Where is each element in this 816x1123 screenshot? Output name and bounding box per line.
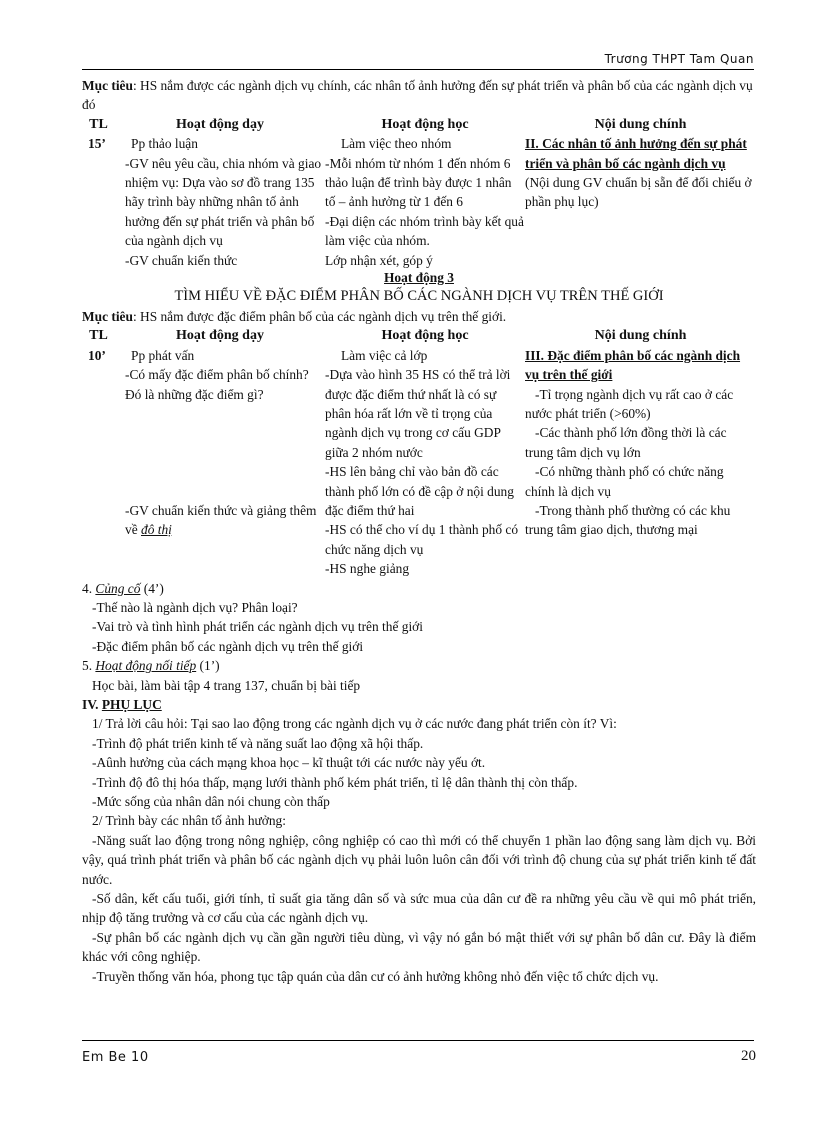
appendix-title: PHỤ LỤC xyxy=(101,697,162,712)
table-header-row xyxy=(82,326,756,345)
list-item: -Trình độ phát triển kinh tế và năng suất lao động xã hội thấp. xyxy=(92,735,424,751)
content-line: -Trong thành phố thường có các khu trung tâm giao dịch, thương mại xyxy=(525,502,731,538)
student-line: Lớp nhận xét, góp ý xyxy=(325,252,433,268)
section-time: (4’) xyxy=(140,580,164,596)
question-2: 2/ Trình bày các nhân tố ảnh hưởng: xyxy=(92,813,286,829)
appendix-heading xyxy=(82,695,756,714)
section-5-heading xyxy=(82,656,756,675)
col-content: Nội dung chính xyxy=(594,116,687,132)
activity-table-1 xyxy=(82,115,756,270)
section-title: Hoạt động nối tiếp xyxy=(95,658,197,674)
list-item: -Đặc điểm phân bố các ngành dịch vụ trên thế giới xyxy=(92,638,364,654)
teacher-text: -GV chuẩn kiến thức và giảng thêm về xyxy=(125,502,317,538)
table-row xyxy=(82,134,756,270)
section-4-heading xyxy=(82,579,756,598)
col-teacher: Hoạt động dạy xyxy=(176,116,264,132)
student-line: -Đại diện các nhóm trình bày kết quả làm việc của nhóm. xyxy=(325,213,524,249)
page-number: 20 xyxy=(741,1048,756,1064)
teacher-line: -GV nêu yêu cầu, chia nhóm và giao nhiệm vụ: Dựa vào sơ đồ trang 135 hãy trình bày những nhân tố ảnh hưởng đến sự phát triển và phân bố của ngành dịch vụ xyxy=(125,155,322,249)
student-line: -HS nghe giảng xyxy=(325,561,410,577)
section-number: IV. xyxy=(82,697,102,712)
student-line: -Mỗi nhóm từ nhóm 1 đến nhóm 6 thảo luận để trình bày được 1 nhân tố – ảnh hưởng từ 1 đến 6 xyxy=(325,155,512,210)
header-divider xyxy=(82,69,754,70)
teacher-line: -GV chuẩn kiến thức xyxy=(125,252,238,268)
list-item: -Năng suất lao động trong nông nghiệp, công nghiệp có cao thì mới có thể chuyển 1 phần lao động sang làm dịch vụ. Bởi vậy, quá trình phát triển và phân bố các ngành dịch vụ phải luôn luôn cân đối với trình độ chung của sự phát triển kinh tế đất nước. xyxy=(82,832,756,887)
teacher-line: Pp thảo luận xyxy=(131,136,198,152)
appendix xyxy=(82,695,756,986)
activity-3-title: Hoạt động 3 xyxy=(384,270,454,286)
activity-3-subtitle: TÌM HIỂU VỀ ĐẶC ĐIỂM PHÂN BỐ CÁC NGÀNH DỊCH VỤ TRÊN THẾ GIỚI xyxy=(174,288,664,305)
list-item: -Aûnh hưởng của cách mạng khoa học – kĩ thuật tới các nước này yếu ớt. xyxy=(92,755,486,771)
student-line: -HS lên bảng chỉ vào bản đồ các thành phố lớn có đề cập ở nội dung đặc điểm thứ hai xyxy=(325,464,514,518)
cell-teacher xyxy=(115,134,325,270)
section-number: 4. xyxy=(82,580,96,596)
teacher-line xyxy=(115,501,325,540)
list-item: -Truyền thống văn hóa, phong tục tập quán của dân cư có ảnh hưởng không nhỏ đến việc tổ chức dịch vụ. xyxy=(92,968,659,984)
cell-content xyxy=(525,346,756,579)
objective-2 xyxy=(82,307,756,326)
student-line: -Dựa vào hình 35 HS có thể trả lời được đặc điểm thứ nhất là có sự phân hóa rất lớn về tỉ trọng của ngành dịch vụ trong cơ cấu GDP giữa 2 nhóm nước xyxy=(325,367,511,460)
student-line: Làm việc cả lớp xyxy=(341,347,428,363)
student-line: -HS có thể cho ví dụ 1 thành phố có chức năng dịch vụ xyxy=(325,522,519,557)
col-student: Hoạt động học xyxy=(381,116,469,132)
col-content: Nội dung chính xyxy=(594,328,687,344)
table-header-row xyxy=(82,115,756,134)
content-line: -Các thành phố lớn đồng thời là các trung tâm dịch vụ lớn xyxy=(525,425,727,460)
cell-teacher xyxy=(115,346,325,579)
col-tl: TL xyxy=(89,116,108,132)
objective-text: : HS nắm được đặc điểm phân bố của các ngành dịch vụ trên thế giới. xyxy=(132,308,507,324)
cell-content xyxy=(525,134,756,270)
section-5 xyxy=(82,656,756,695)
page-content xyxy=(82,76,756,986)
objective-label: Mục tiêu xyxy=(82,308,133,324)
question-1: 1/ Trả lời câu hỏi: Tại sao lao động trong các ngành dịch vụ ở các nước đang phát triển còn ít? Vì: xyxy=(92,716,617,732)
footer-label: Em Be 10 xyxy=(82,1050,149,1065)
list-item: -Thế nào là ngành dịch vụ? Phân loại? xyxy=(92,599,298,615)
cell-student xyxy=(325,346,525,579)
student-line: Làm việc theo nhóm xyxy=(341,136,452,152)
list-item: -Số dân, kết cấu tuổi, giới tính, tỉ suất gia tăng dân số và sức mua của dân cư đề ra những yêu cầu về qui mô phát triển, nhịp độ tăng trưởng và cơ cấu của các ngành dịch vụ. xyxy=(82,891,756,926)
objective-label: Mục tiêu xyxy=(82,78,133,93)
col-student: Hoạt động học xyxy=(381,328,469,344)
teacher-line: Pp phát vấn xyxy=(131,347,195,363)
content-heading: II. Các nhân tố ảnh hưởng đến sự phát triển và phân bố các ngành dịch vụ xyxy=(525,136,747,171)
teacher-line: -Có mấy đặc điểm phân bố chính? Đó là những đặc điểm gì? xyxy=(125,367,309,402)
content-heading: III. Đặc điểm phân bố các ngành dịch vụ trên thế giới xyxy=(525,347,741,383)
section-number: 5. xyxy=(82,658,96,674)
list-item: -Trình độ đô thị hóa thấp, mạng lưới thành phố kém phát triển, tỉ lệ dân thành thị còn thấp. xyxy=(92,774,578,790)
list-item: -Sự phân bố các ngành dịch vụ cần gần người tiêu dùng, vì vậy nó gắn bó mật thiết với sự phân bố dân cư. Đây là điểm khác với công nghiệp. xyxy=(82,929,756,965)
school-header: Trương THPT Tam Quan xyxy=(604,52,754,66)
table-row xyxy=(82,346,756,579)
objective-1 xyxy=(82,76,756,115)
section-time: (1’) xyxy=(196,658,220,674)
col-tl: TL xyxy=(89,328,108,344)
col-teacher: Hoạt động dạy xyxy=(176,328,264,344)
content-line: -Tỉ trọng ngành dịch vụ rất cao ở các nước phát triển (>60%) xyxy=(525,386,734,421)
cell-tl: 15’ xyxy=(88,136,106,152)
list-item: -Vai trò và tình hình phát triển các ngành dịch vụ trên thế giới xyxy=(92,619,423,635)
section-title: Củng cố xyxy=(95,580,141,596)
teacher-emphasis: đô thị xyxy=(141,522,172,538)
content-line: -Có những thành phố có chức năng chính là dịch vụ xyxy=(525,464,724,499)
list-item: -Mức sống của nhân dân nói chung còn thấp xyxy=(92,794,330,810)
section-4 xyxy=(82,579,756,657)
activity-table-2 xyxy=(82,326,756,578)
cell-tl: 10’ xyxy=(88,347,106,363)
footer-divider xyxy=(82,1040,754,1041)
section-text: Học bài, làm bài tập 4 trang 137, chuẩn bị bài tiếp xyxy=(92,677,361,693)
objective-text: : HS nắm được các ngành dịch vụ chính, các nhân tố ảnh hưởng đến sự phát triển và phân bố của các ngành dịch vụ đó xyxy=(82,78,753,113)
cell-student xyxy=(325,134,525,270)
content-line: (Nội dung GV chuẩn bị sẵn để đối chiếu ở phần phụ lục) xyxy=(525,175,752,210)
